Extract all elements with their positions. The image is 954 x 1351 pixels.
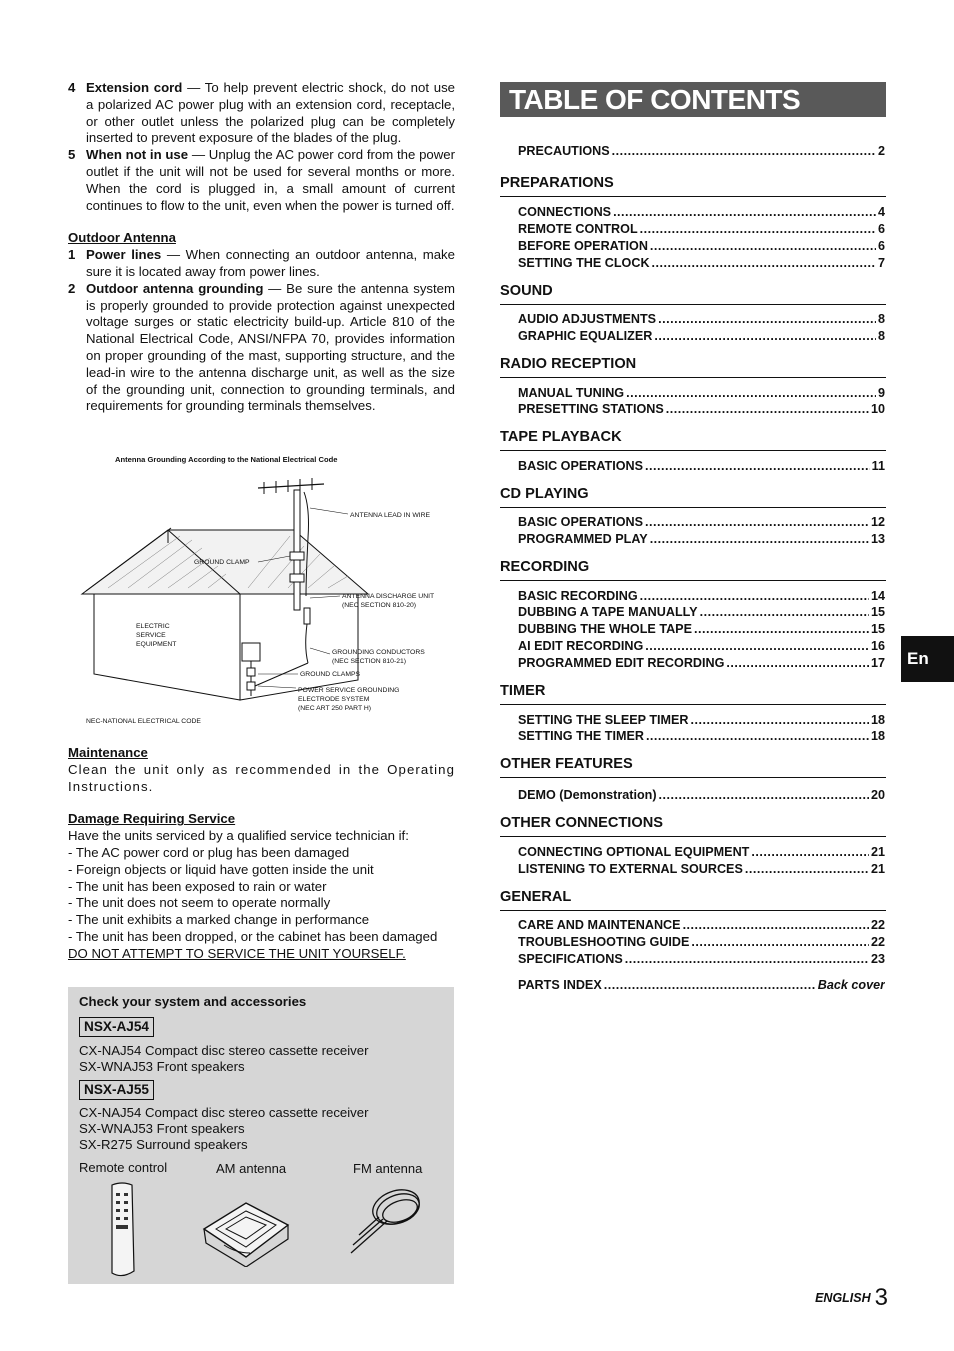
toc-leader	[640, 588, 869, 604]
toc-entry[interactable]	[518, 204, 885, 220]
toc-leader	[694, 621, 869, 637]
toc-page: 9	[877, 386, 885, 400]
item-text: — To help prevent electric shock, do not use a polarized AC power plug with an extension cord, receptacle, or other outlet unless the polarized plug can be completely inserted to prevent exposure of the blades of the plug.	[86, 80, 455, 146]
am-antenna-icon	[196, 1195, 296, 1267]
toc-page: 7	[877, 256, 885, 270]
label-clamps: GROUND CLAMPS	[300, 671, 361, 678]
toc-entry-label: DEMO (Demonstration)	[518, 788, 657, 802]
toc-section-timer: TIMER	[500, 682, 886, 705]
toc-entry-label: CARE AND MAINTENANCE	[518, 918, 681, 932]
page-footer	[815, 1284, 888, 1312]
language-tab: En	[901, 636, 954, 682]
outdoor-antenna-heading: Outdoor Antenna	[68, 230, 176, 246]
toc-entry-label: PARTS INDEX	[518, 978, 602, 992]
toc-entry[interactable]	[518, 728, 885, 744]
toc-leader	[745, 861, 869, 877]
toc-section-other-features: OTHER FEATURES	[500, 755, 886, 778]
item-title: When not in use	[86, 147, 189, 163]
toc-section-cd-playing: CD PLAYING	[500, 485, 886, 508]
item-text: — Unplug the AC power cord from the power outlet if the unit will not be used for several months or more. When the cord is plugged in, a small amount of current continues to flow to the unit, even when the power is turned off.	[86, 147, 455, 213]
toc-entry-label: PROGRAMMED EDIT RECORDING	[518, 656, 725, 670]
model1-line: CX-NAJ54 Compact disc stereo cassette receiver	[79, 1043, 369, 1058]
fm-antenna-icon	[343, 1187, 433, 1259]
toc-leader	[650, 531, 869, 547]
toc-entry-label: MANUAL TUNING	[518, 386, 625, 400]
toc-leader	[751, 844, 869, 860]
toc-entry-label: DUBBING A TAPE MANUALLY	[518, 605, 698, 619]
toc-leader	[625, 951, 869, 967]
toc-entry[interactable]	[518, 458, 885, 474]
toc-page: 6	[877, 222, 885, 236]
toc-leader	[612, 143, 876, 159]
item-number: 5	[68, 147, 76, 163]
toc-page: 8	[877, 312, 885, 326]
toc-page: 20	[870, 788, 885, 802]
toc-page: 18	[870, 729, 885, 743]
toc-leader	[654, 328, 876, 344]
toc-leader	[626, 385, 876, 401]
toc-leader	[640, 221, 876, 237]
toc-page: 21	[870, 845, 885, 859]
toc-entry[interactable]	[518, 221, 885, 237]
model-badge-aj54: NSX-AJ54	[79, 1017, 154, 1037]
toc-entry[interactable]	[518, 787, 885, 803]
toc-entry[interactable]	[518, 844, 885, 860]
toc-page: 4	[877, 205, 885, 219]
safety-item-antenna-grounding	[68, 281, 455, 415]
toc-entry[interactable]	[518, 655, 885, 671]
toc-entry[interactable]	[518, 638, 885, 654]
label-ground-clamp: GROUND CLAMP	[194, 559, 250, 566]
toc-entry[interactable]	[518, 255, 885, 271]
item-text: — Be sure the antenna system is properly grounded to provide protection against unexpected voltage surges or static electricity build-up. Article 810 of the National Electrical Code, ANSI/NFPA 70, provides information on proper grounding of the mast, supporting structure, and the lead-in wire to the antenna discharge unit, as well as the size of the grounding unit, connection to grounding terminals, and requirements for grounding terminals themselves.	[86, 280, 455, 414]
toc-leader	[683, 917, 869, 933]
toc-leader	[613, 204, 876, 220]
item-title: Power lines	[86, 247, 162, 263]
toc-entry[interactable]	[518, 531, 885, 547]
toc-page: 15	[870, 605, 885, 619]
toc-section-sound: SOUND	[500, 282, 886, 305]
toc-leader	[645, 638, 869, 654]
label-power-3: (NEC ART 250 PART H)	[298, 705, 372, 712]
footer-language: ENGLISH	[815, 1291, 871, 1305]
remote-control-label: Remote control	[79, 1160, 168, 1175]
toc-entry[interactable]	[518, 712, 885, 728]
fm-antenna-label: FM antenna	[353, 1161, 423, 1176]
toc-entry-label: SPECIFICATIONS	[518, 952, 623, 966]
toc-page: 2	[877, 144, 885, 158]
toc-leader	[691, 934, 869, 950]
service-warning: DO NOT ATTEMPT TO SERVICE THE UNIT YOURSELF.	[68, 945, 406, 961]
safety-item-when-not-in-use	[68, 147, 455, 214]
item-number: 4	[68, 80, 76, 95]
toc-entry-label: SETTING THE TIMER	[518, 729, 644, 743]
toc-leader	[645, 514, 869, 530]
toc-entry-label: AUDIO ADJUSTMENTS	[518, 312, 657, 326]
model2-line: SX-R275 Surround speakers	[79, 1137, 248, 1152]
toc-section-recording: RECORDING	[500, 558, 886, 581]
toc-entry-label: PRESETTING STATIONS	[518, 402, 664, 416]
toc-entry-label: PROGRAMMED PLAY	[518, 532, 648, 546]
toc-entry-label: REMOTE CONTROL	[518, 222, 638, 236]
label-lead-in: ANTENNA LEAD IN WIRE	[350, 512, 431, 519]
toc-entry[interactable]	[518, 514, 885, 530]
damage-list-item: - The unit has been dropped, or the cabinet has been damaged	[68, 928, 438, 944]
damage-list-item: - The unit does not seem to operate normally	[68, 895, 331, 911]
toc-page: 14	[870, 589, 885, 603]
label-electric-1: ELECTRIC	[136, 623, 170, 630]
toc-leader	[666, 401, 869, 417]
toc-entry-label: BASIC RECORDING	[518, 589, 638, 603]
item-number: 2	[68, 280, 76, 296]
toc-entry[interactable]	[518, 621, 885, 637]
toc-section-preparations: PREPARATIONS	[500, 174, 886, 197]
toc-entry-label: BASIC OPERATIONS	[518, 459, 644, 473]
toc-section-tape-playback: TAPE PLAYBACK	[500, 428, 886, 451]
label-power-2: ELECTRODE SYSTEM	[298, 696, 370, 703]
accessories-box	[68, 987, 454, 1284]
item-title: Outdoor antenna grounding	[86, 280, 264, 296]
safety-item-power-lines	[68, 247, 455, 281]
damage-list-item: - The unit exhibits a marked change in performance	[68, 912, 370, 928]
toc-page: 13	[870, 532, 885, 546]
page-number: 3	[874, 1284, 888, 1311]
toc-entry-label: AI EDIT RECORDING	[518, 639, 644, 653]
toc-entry[interactable]	[518, 917, 885, 933]
item-text: — When connecting an outdoor antenna, make sure it is located away from power lines.	[86, 247, 455, 279]
toc-entry-label: BEFORE OPERATION	[518, 239, 648, 253]
model2-line: SX-WNAJ53 Front speakers	[79, 1121, 245, 1136]
toc-entry-label: GRAPHIC EQUALIZER	[518, 329, 653, 343]
item-title: Extension cord	[86, 80, 183, 95]
toc-entry[interactable]	[518, 934, 885, 950]
safety-column	[68, 80, 455, 415]
toc-entry-label: SETTING THE CLOCK	[518, 256, 650, 270]
toc-leader	[726, 655, 869, 671]
toc-page: 12	[870, 515, 885, 529]
toc-page: 21	[870, 862, 885, 876]
toc-section-radio-reception: RADIO RECEPTION	[500, 355, 886, 378]
damage-intro: Have the units serviced by a qualified service technician if:	[68, 828, 409, 844]
toc-page: 11	[871, 459, 885, 473]
toc-section-general: GENERAL	[500, 888, 886, 911]
safety-item-extension-cord	[68, 80, 455, 147]
toc-entry-label: BASIC OPERATIONS	[518, 515, 644, 529]
toc-entry-parts-index[interactable]	[518, 977, 885, 993]
damage-heading: Damage Requiring Service	[68, 811, 236, 827]
toc-leader	[652, 255, 876, 271]
label-electric-2: SERVICE	[136, 632, 166, 639]
maintenance-text: Clean the unit only as recommended in the Operating Instructions.	[68, 761, 455, 794]
damage-list-item: - The unit has been exposed to rain or water	[68, 878, 327, 894]
label-conductors-1: GROUNDING CONDUCTORS	[332, 649, 425, 656]
toc-title: TABLE OF CONTENTS	[500, 82, 886, 117]
label-discharge-2: (NEC SECTION 810-20)	[342, 602, 417, 609]
toc-entry-label: CONNECTIONS	[518, 205, 612, 219]
toc-page: 17	[870, 656, 885, 670]
toc-leader	[646, 728, 869, 744]
label-electric-3: EQUIPMENT	[136, 641, 177, 648]
toc-page: Back cover	[817, 978, 885, 992]
toc-leader	[659, 787, 869, 803]
toc-entry-label: SETTING THE SLEEP TIMER	[518, 713, 689, 727]
toc-entry-label: CONNECTING OPTIONAL EQUIPMENT	[518, 845, 750, 859]
service-section	[68, 745, 455, 963]
toc-leader	[658, 311, 876, 327]
toc-entry-label: LISTENING TO EXTERNAL SOURCES	[518, 862, 743, 876]
antenna-grounding-diagram	[68, 448, 455, 733]
toc-page: 10	[870, 402, 885, 416]
label-conductors-2: (NEC SECTION 810-21)	[332, 658, 407, 665]
toc-page: 23	[870, 952, 885, 966]
toc-page: 22	[870, 918, 885, 932]
maintenance-heading: Maintenance	[68, 745, 148, 760]
label-power-1: POWER SERVICE GROUNDING	[298, 687, 400, 694]
toc-page: 15	[870, 622, 885, 636]
toc-leader	[650, 238, 876, 254]
remote-control-icon	[106, 1181, 138, 1281]
toc-leader	[700, 604, 869, 620]
toc-page: 22	[870, 935, 885, 949]
damage-list-item: - The AC power cord or plug has been damaged	[68, 844, 350, 860]
toc-entry[interactable]	[518, 401, 885, 417]
model2-line: CX-NAJ54 Compact disc stereo cassette receiver	[79, 1105, 369, 1120]
toc-entry[interactable]	[518, 588, 885, 604]
toc-page: 8	[877, 329, 885, 343]
toc-entry-label: TROUBLESHOOTING GUIDE	[518, 935, 690, 949]
toc-entry-label: DUBBING THE WHOLE TAPE	[518, 622, 692, 636]
item-number: 1	[68, 247, 76, 263]
toc-entry[interactable]	[518, 385, 885, 401]
model1-line: SX-WNAJ53 Front speakers	[79, 1059, 245, 1074]
label-nec: NEC-NATIONAL ELECTRICAL CODE	[86, 718, 201, 725]
toc-leader	[604, 977, 816, 993]
toc-leader	[691, 712, 869, 728]
toc-entry[interactable]	[518, 328, 885, 344]
damage-list-item: - Foreign objects or liquid have gotten inside the unit	[68, 861, 374, 877]
toc-entry-precautions[interactable]	[518, 143, 885, 159]
toc-entry[interactable]	[518, 861, 885, 877]
accessories-title: Check your system and accessories	[79, 994, 307, 1009]
toc-entry[interactable]	[518, 604, 885, 620]
model-badge-aj55: NSX-AJ55	[79, 1080, 154, 1100]
label-discharge-1: ANTENNA DISCHARGE UNIT	[342, 593, 435, 600]
toc-page: 16	[870, 639, 885, 653]
toc-entry[interactable]	[518, 238, 885, 254]
toc-page: 6	[877, 239, 885, 253]
toc-entry[interactable]	[518, 951, 885, 967]
toc-leader	[645, 458, 870, 474]
toc-page: 18	[870, 713, 885, 727]
toc-entry-label: PRECAUTIONS	[518, 144, 610, 158]
toc-section-other-connections: OTHER CONNECTIONS	[500, 814, 886, 837]
am-antenna-label: AM antenna	[216, 1161, 287, 1176]
diagram-title: Antenna Grounding According to the National Electrical Code	[115, 455, 338, 464]
toc-entry[interactable]	[518, 311, 885, 327]
